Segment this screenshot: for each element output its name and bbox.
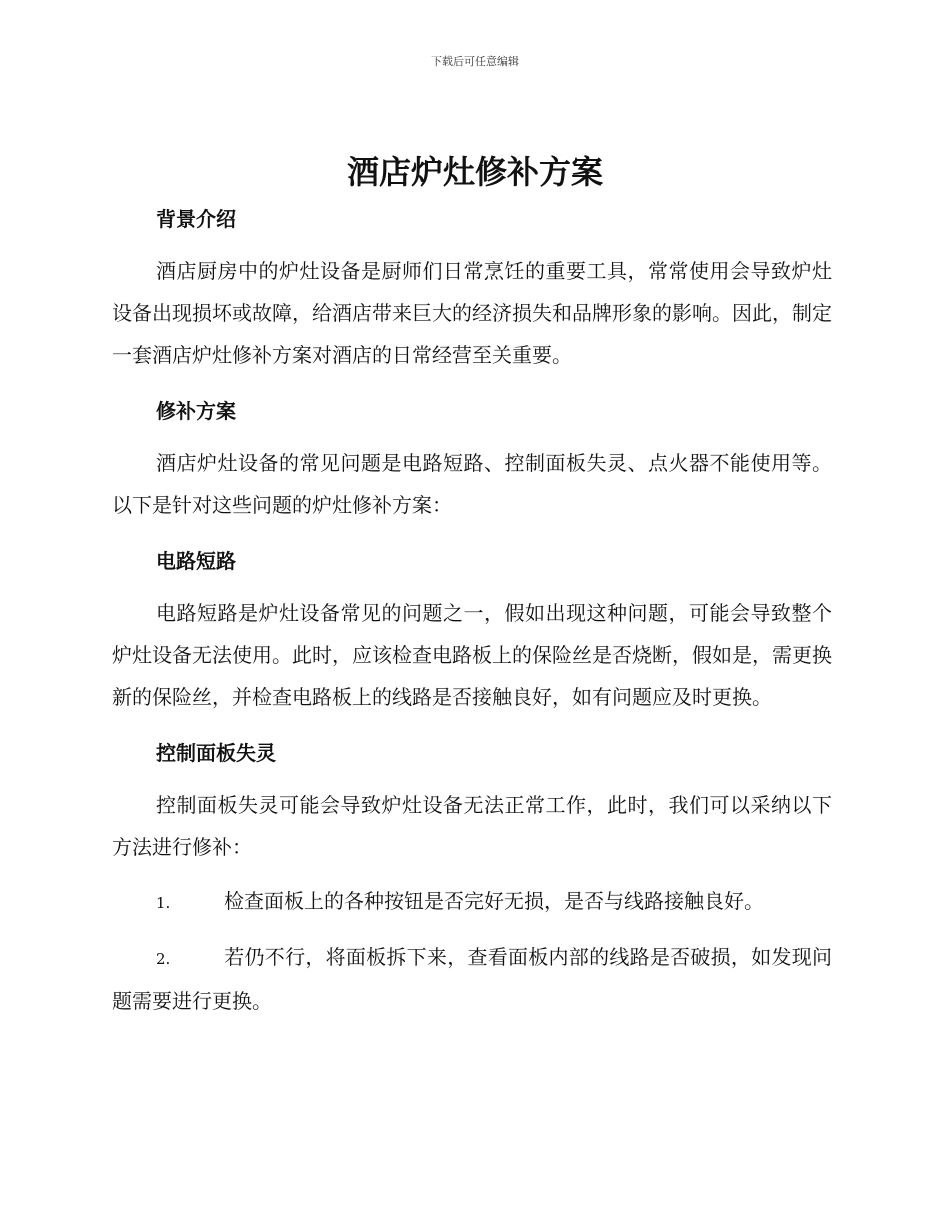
- numbered-list-item: [112, 936, 832, 1022]
- list-item-text: 若仍不行，将面板拆下来，查看面板内部的线路是否破损，如发现问题需要进行更换。: [112, 945, 832, 1013]
- document-body: [112, 196, 832, 1034]
- section-heading-background: 背景介绍: [156, 207, 236, 231]
- section-heading-short-circuit: 电路短路: [156, 549, 236, 573]
- section-paragraph-short-circuit: 电路短路是炉灶设备常见的问题之一，假如出现这种问题，可能会导致整个炉灶设备无法使用。此时，应该检查电路板上的保险丝是否烧断，假如是，需更换新的保险丝，并检查电路板上的线路是否接触良好，如有问题应及时更换。: [112, 601, 832, 709]
- document-title: 酒店炉灶修补方案: [346, 153, 603, 191]
- numbered-list-item: [112, 880, 832, 924]
- list-item-text: 检查面板上的各种按钮是否完好无损，是否与线路接触良好。: [224, 889, 764, 913]
- section-paragraph-control-panel: 控制面板失灵可能会导致炉灶设备无法正常工作，此时，我们可以采纳以下方法进行修补：: [112, 793, 832, 859]
- section-paragraph-plan: 酒店炉灶设备的常见问题是电路短路、控制面板失灵、点火器不能使用等。以下是针对这些问题的炉灶修补方案：: [112, 451, 832, 517]
- header-note: 下载后可任意编辑: [431, 55, 519, 68]
- section-paragraph-background: 酒店厨房中的炉灶设备是厨师们日常烹饪的重要工具，常常使用会导致炉灶设备出现损坏或故障，给酒店带来巨大的经济损失和品牌形象的影响。因此，制定一套酒店炉灶修补方案对酒店的日常经营至关重要。: [112, 259, 832, 367]
- list-number: 1.: [156, 894, 171, 912]
- list-number: 2.: [156, 950, 171, 968]
- section-heading-plan: 修补方案: [156, 399, 236, 423]
- section-heading-control-panel: 控制面板失灵: [156, 741, 276, 765]
